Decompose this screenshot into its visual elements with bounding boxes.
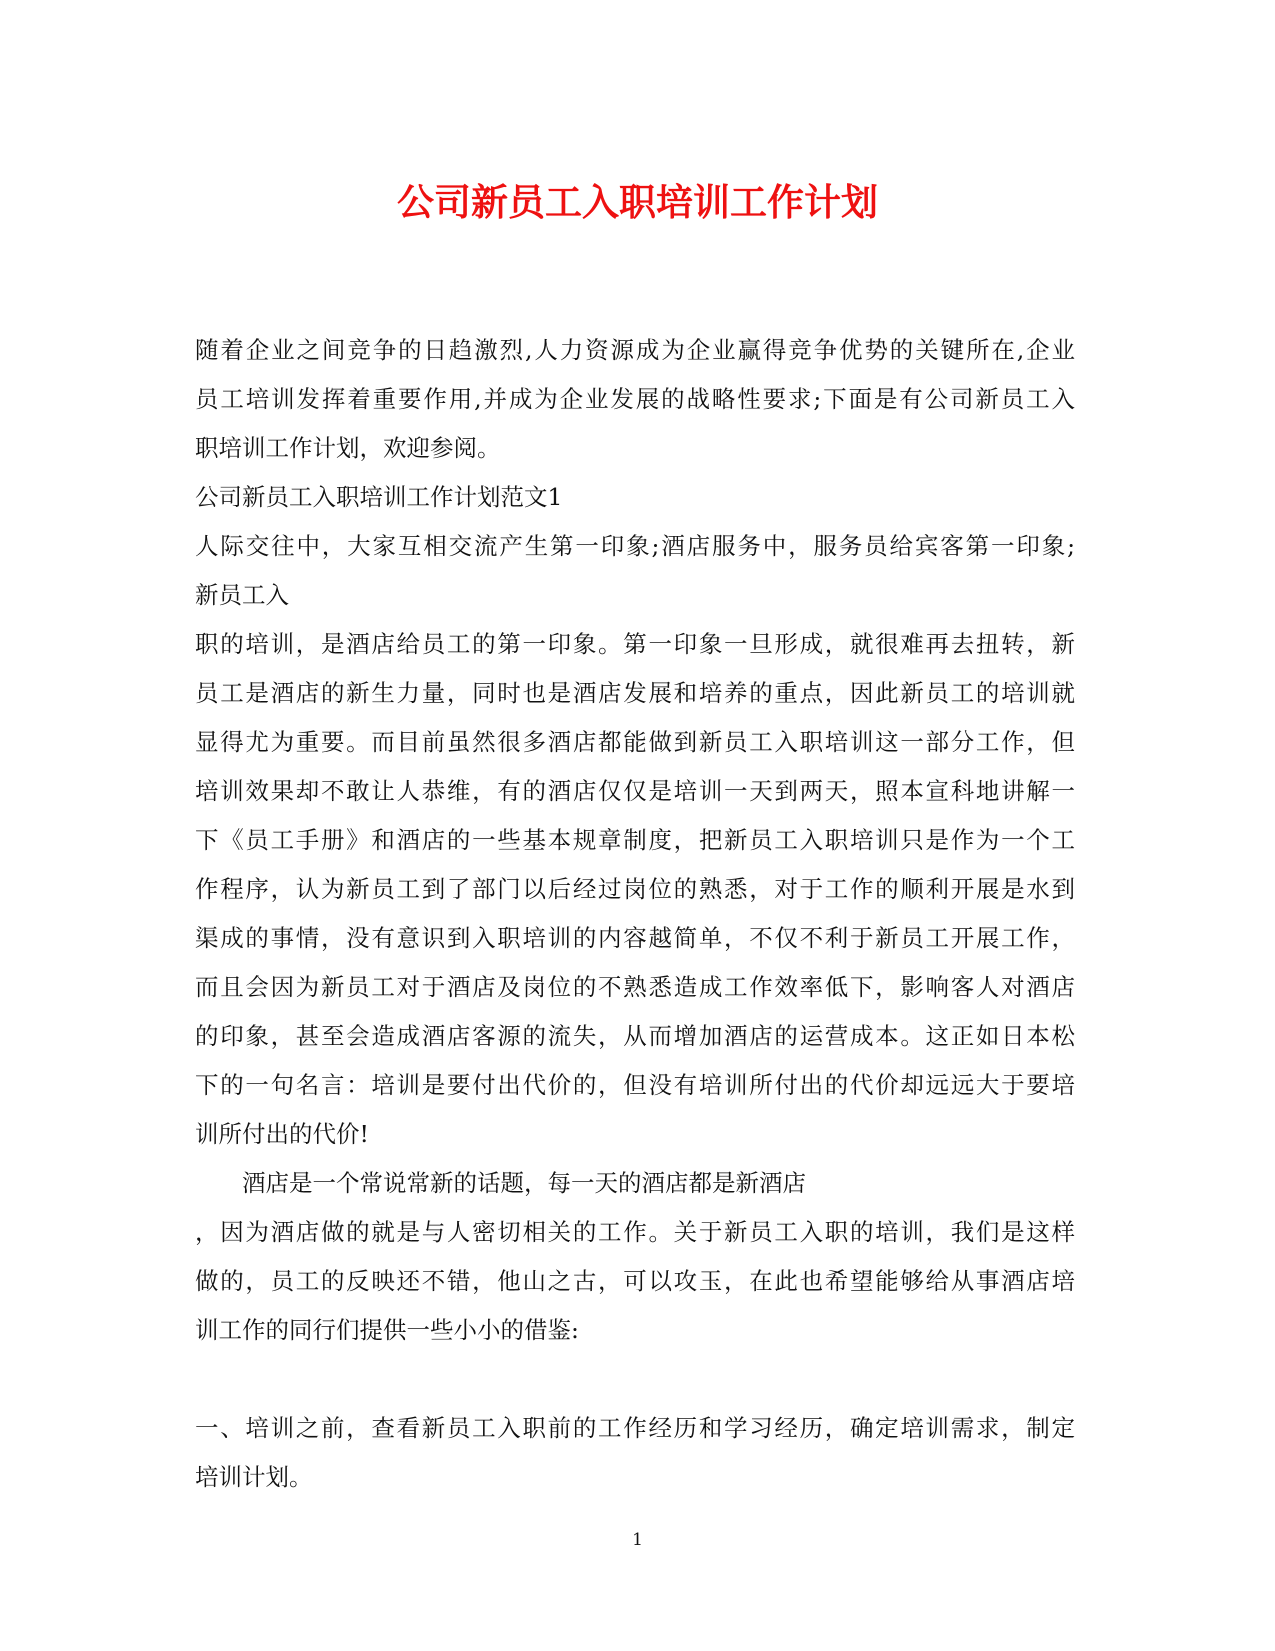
paragraph-line: 培训效果却不敢让人恭维，有的酒店仅仅是培训一天到两天，照本宣科地讲解一 [195, 777, 1075, 805]
paragraph-gap [195, 1355, 1075, 1404]
paragraph-line: 一、培训之前，查看新员工入职前的工作经历和学习经历，确定培训需求，制定 [195, 1414, 1075, 1442]
paragraph-line: 作程序，认为新员工到了部门以后经过岗位的熟悉，对于工作的顺利开展是水到 [195, 875, 1075, 903]
paragraph-line: 显得尤为重要。而目前虽然很多酒店都能做到新员工入职培训这一部分工作，但 [195, 728, 1075, 756]
paragraph-line: 下《员工手册》和酒店的一些基本规章制度，把新员工入职培训只是作为一个工 [195, 826, 1075, 854]
paragraph-line: 培训计划。 [195, 1463, 313, 1491]
paragraph-line: 做的，员工的反映还不错，他山之古，可以攻玉，在此也希望能够给从事酒店培 [195, 1267, 1075, 1295]
paragraph-line: 渠成的事情，没有意识到入职培训的内容越简单，不仅不利于新员工开展工作， [195, 924, 1075, 952]
section-heading: 公司新员工入职培训工作计划范文1 [195, 483, 563, 511]
paragraph-line: 职培训工作计划，欢迎参阅。 [195, 434, 501, 462]
paragraph-line: ，因为酒店做的就是与人密切相关的工作。关于新员工入职的培训，我们是这样 [195, 1218, 1075, 1246]
paragraph-line: 的印象，甚至会造成酒店客源的流失，从而增加酒店的运营成本。这正如日本松 [195, 1022, 1075, 1050]
paragraph-line: 而且会因为新员工对于酒店及岗位的不熟悉造成工作效率低下，影响客人对酒店 [195, 973, 1075, 1001]
paragraph-line: 训所付出的代价! [195, 1120, 369, 1148]
page-number: 1 [632, 1530, 643, 1550]
paragraph-line: 人际交往中，大家互相交流产生第一印象;酒店服务中，服务员给宾客第一印象; [195, 532, 1075, 560]
paragraph-line: 员工是酒店的新生力量，同时也是酒店发展和培养的重点，因此新员工的培训就 [195, 679, 1075, 707]
paragraph-line: 下的一句名言：培训是要付出代价的，但没有培训所付出的代价却远远大于要培 [195, 1071, 1075, 1099]
paragraph-line: 酒店是一个常说常新的话题，每一天的酒店都是新酒店 [242, 1169, 806, 1197]
paragraph-line: 新员工入 [195, 581, 289, 609]
paragraph-line: 随着企业之间竞争的日趋激烈,人力资源成为企业赢得竞争优势的关键所在,企业 [195, 336, 1075, 364]
paragraph-line: 训工作的同行们提供一些小小的借鉴: [195, 1316, 579, 1344]
document-title: 公司新员工入职培训工作计划 [397, 180, 878, 224]
paragraph-line: 员工培训发挥着重要作用,并成为企业发展的战略性要求;下面是有公司新员工入 [195, 385, 1075, 413]
paragraph-line: 职的培训，是酒店给员工的第一印象。第一印象一旦形成，就很难再去扭转，新 [195, 630, 1075, 658]
document-body [195, 326, 1075, 1502]
